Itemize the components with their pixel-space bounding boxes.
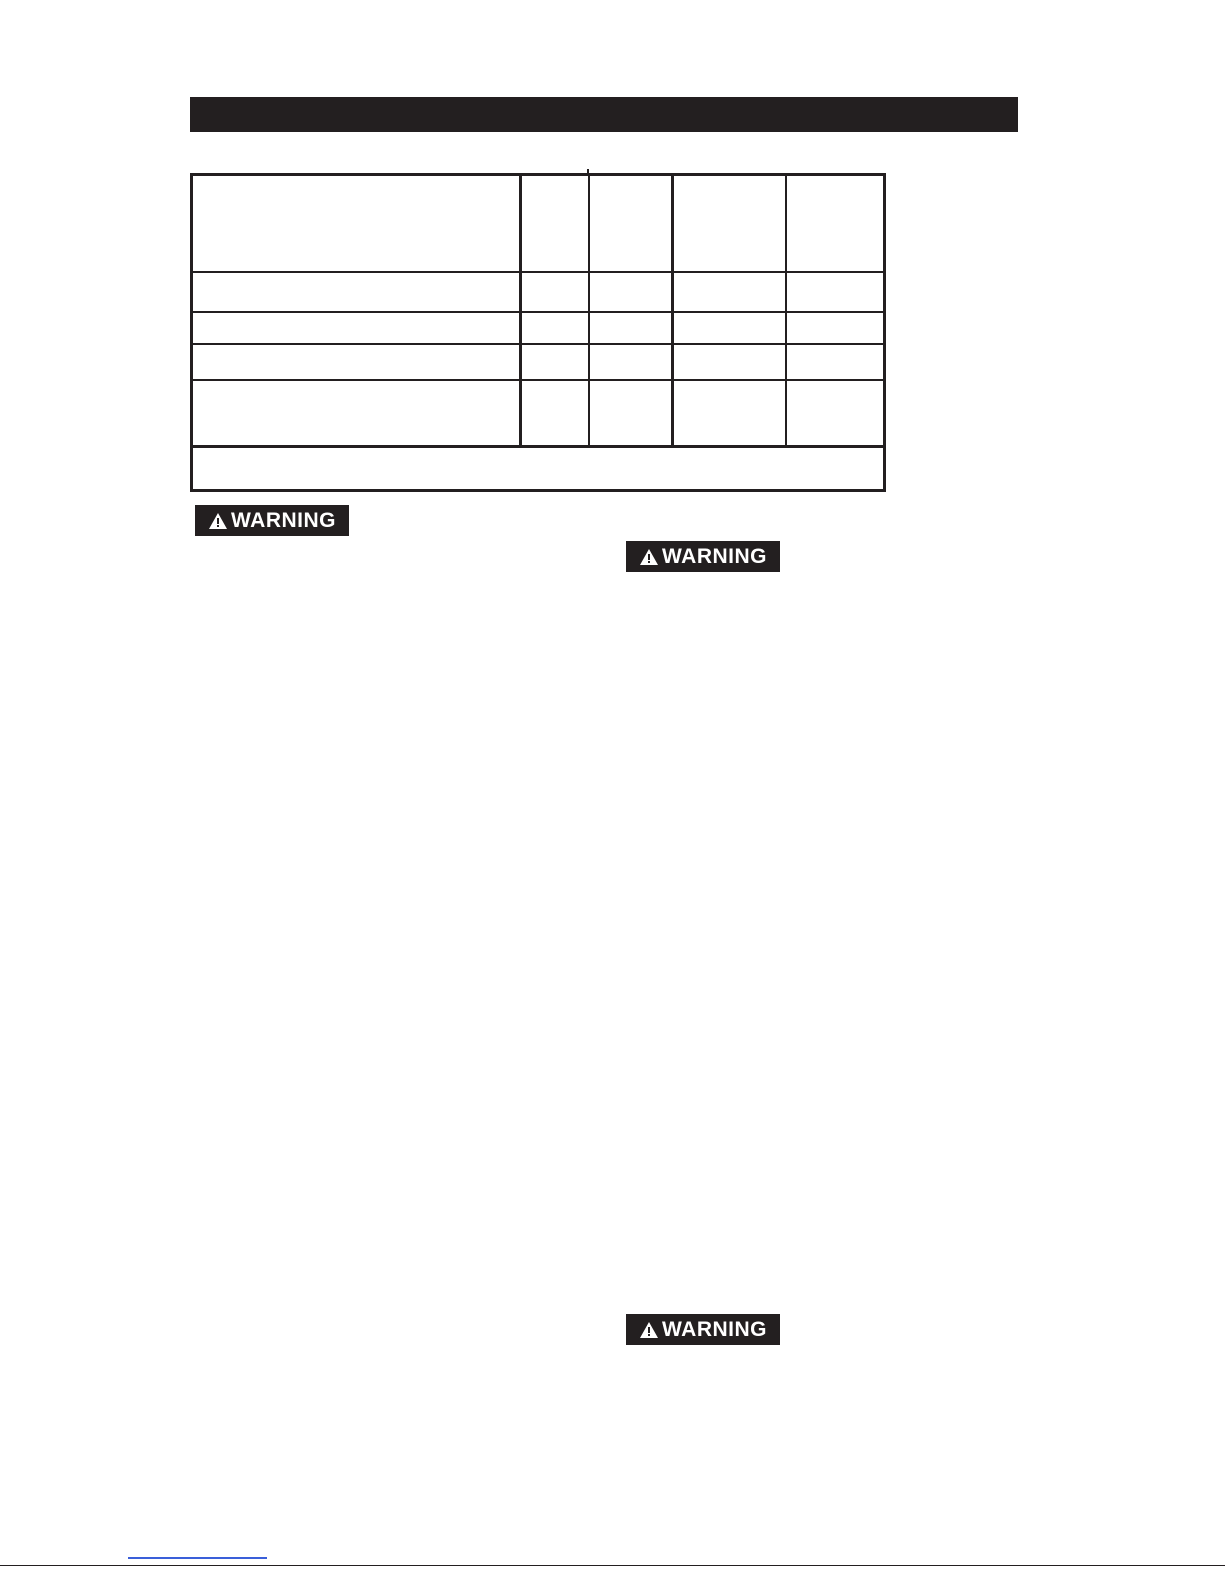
table-header-cell: [521, 175, 589, 272]
table-cell: [673, 344, 786, 380]
table-header-row: [192, 175, 885, 272]
table-cell: [589, 380, 673, 447]
table-cell: [192, 380, 521, 447]
table-cell: [786, 344, 885, 380]
warning-triangle-icon: [208, 512, 228, 530]
table-cell: [521, 312, 589, 344]
table-cell: [673, 272, 786, 312]
table-cell: [589, 344, 673, 380]
table-header-cell: [589, 175, 673, 272]
table-cell: [673, 380, 786, 447]
table-cell: [521, 344, 589, 380]
table-header-cell: [786, 175, 885, 272]
table-cell: [589, 272, 673, 312]
specifications-table: [190, 173, 886, 492]
table-cell: [786, 272, 885, 312]
table-row: [192, 312, 885, 344]
section-header-bar: [190, 97, 1018, 132]
page-bottom-rule: [0, 1565, 1225, 1566]
table-row: [192, 344, 885, 380]
footer-link-underline[interactable]: [128, 1557, 267, 1559]
table-row: [192, 272, 885, 312]
warning-label: [195, 505, 349, 536]
warning-triangle-icon: [639, 1321, 659, 1339]
table-cell: [786, 380, 885, 447]
table-header-cell: [192, 175, 521, 272]
warning-label: [626, 541, 780, 572]
table-cell: [786, 312, 885, 344]
table-cell: [192, 312, 521, 344]
warning-label: [626, 1314, 780, 1345]
table-footnote-cell: [192, 447, 885, 491]
table-cell: [521, 272, 589, 312]
warning-label-text: WARNING: [662, 1317, 767, 1341]
table-cell: [673, 312, 786, 344]
table-row: [192, 380, 885, 447]
warning-label-text: WARNING: [662, 544, 767, 568]
table-header-cell: [673, 175, 786, 272]
warning-label-text: WARNING: [231, 508, 336, 532]
table-cell: [192, 272, 521, 312]
table-footnote-row: [192, 447, 885, 491]
table-cell: [589, 312, 673, 344]
table-cell: [521, 380, 589, 447]
table-cell: [192, 344, 521, 380]
warning-triangle-icon: [639, 548, 659, 566]
